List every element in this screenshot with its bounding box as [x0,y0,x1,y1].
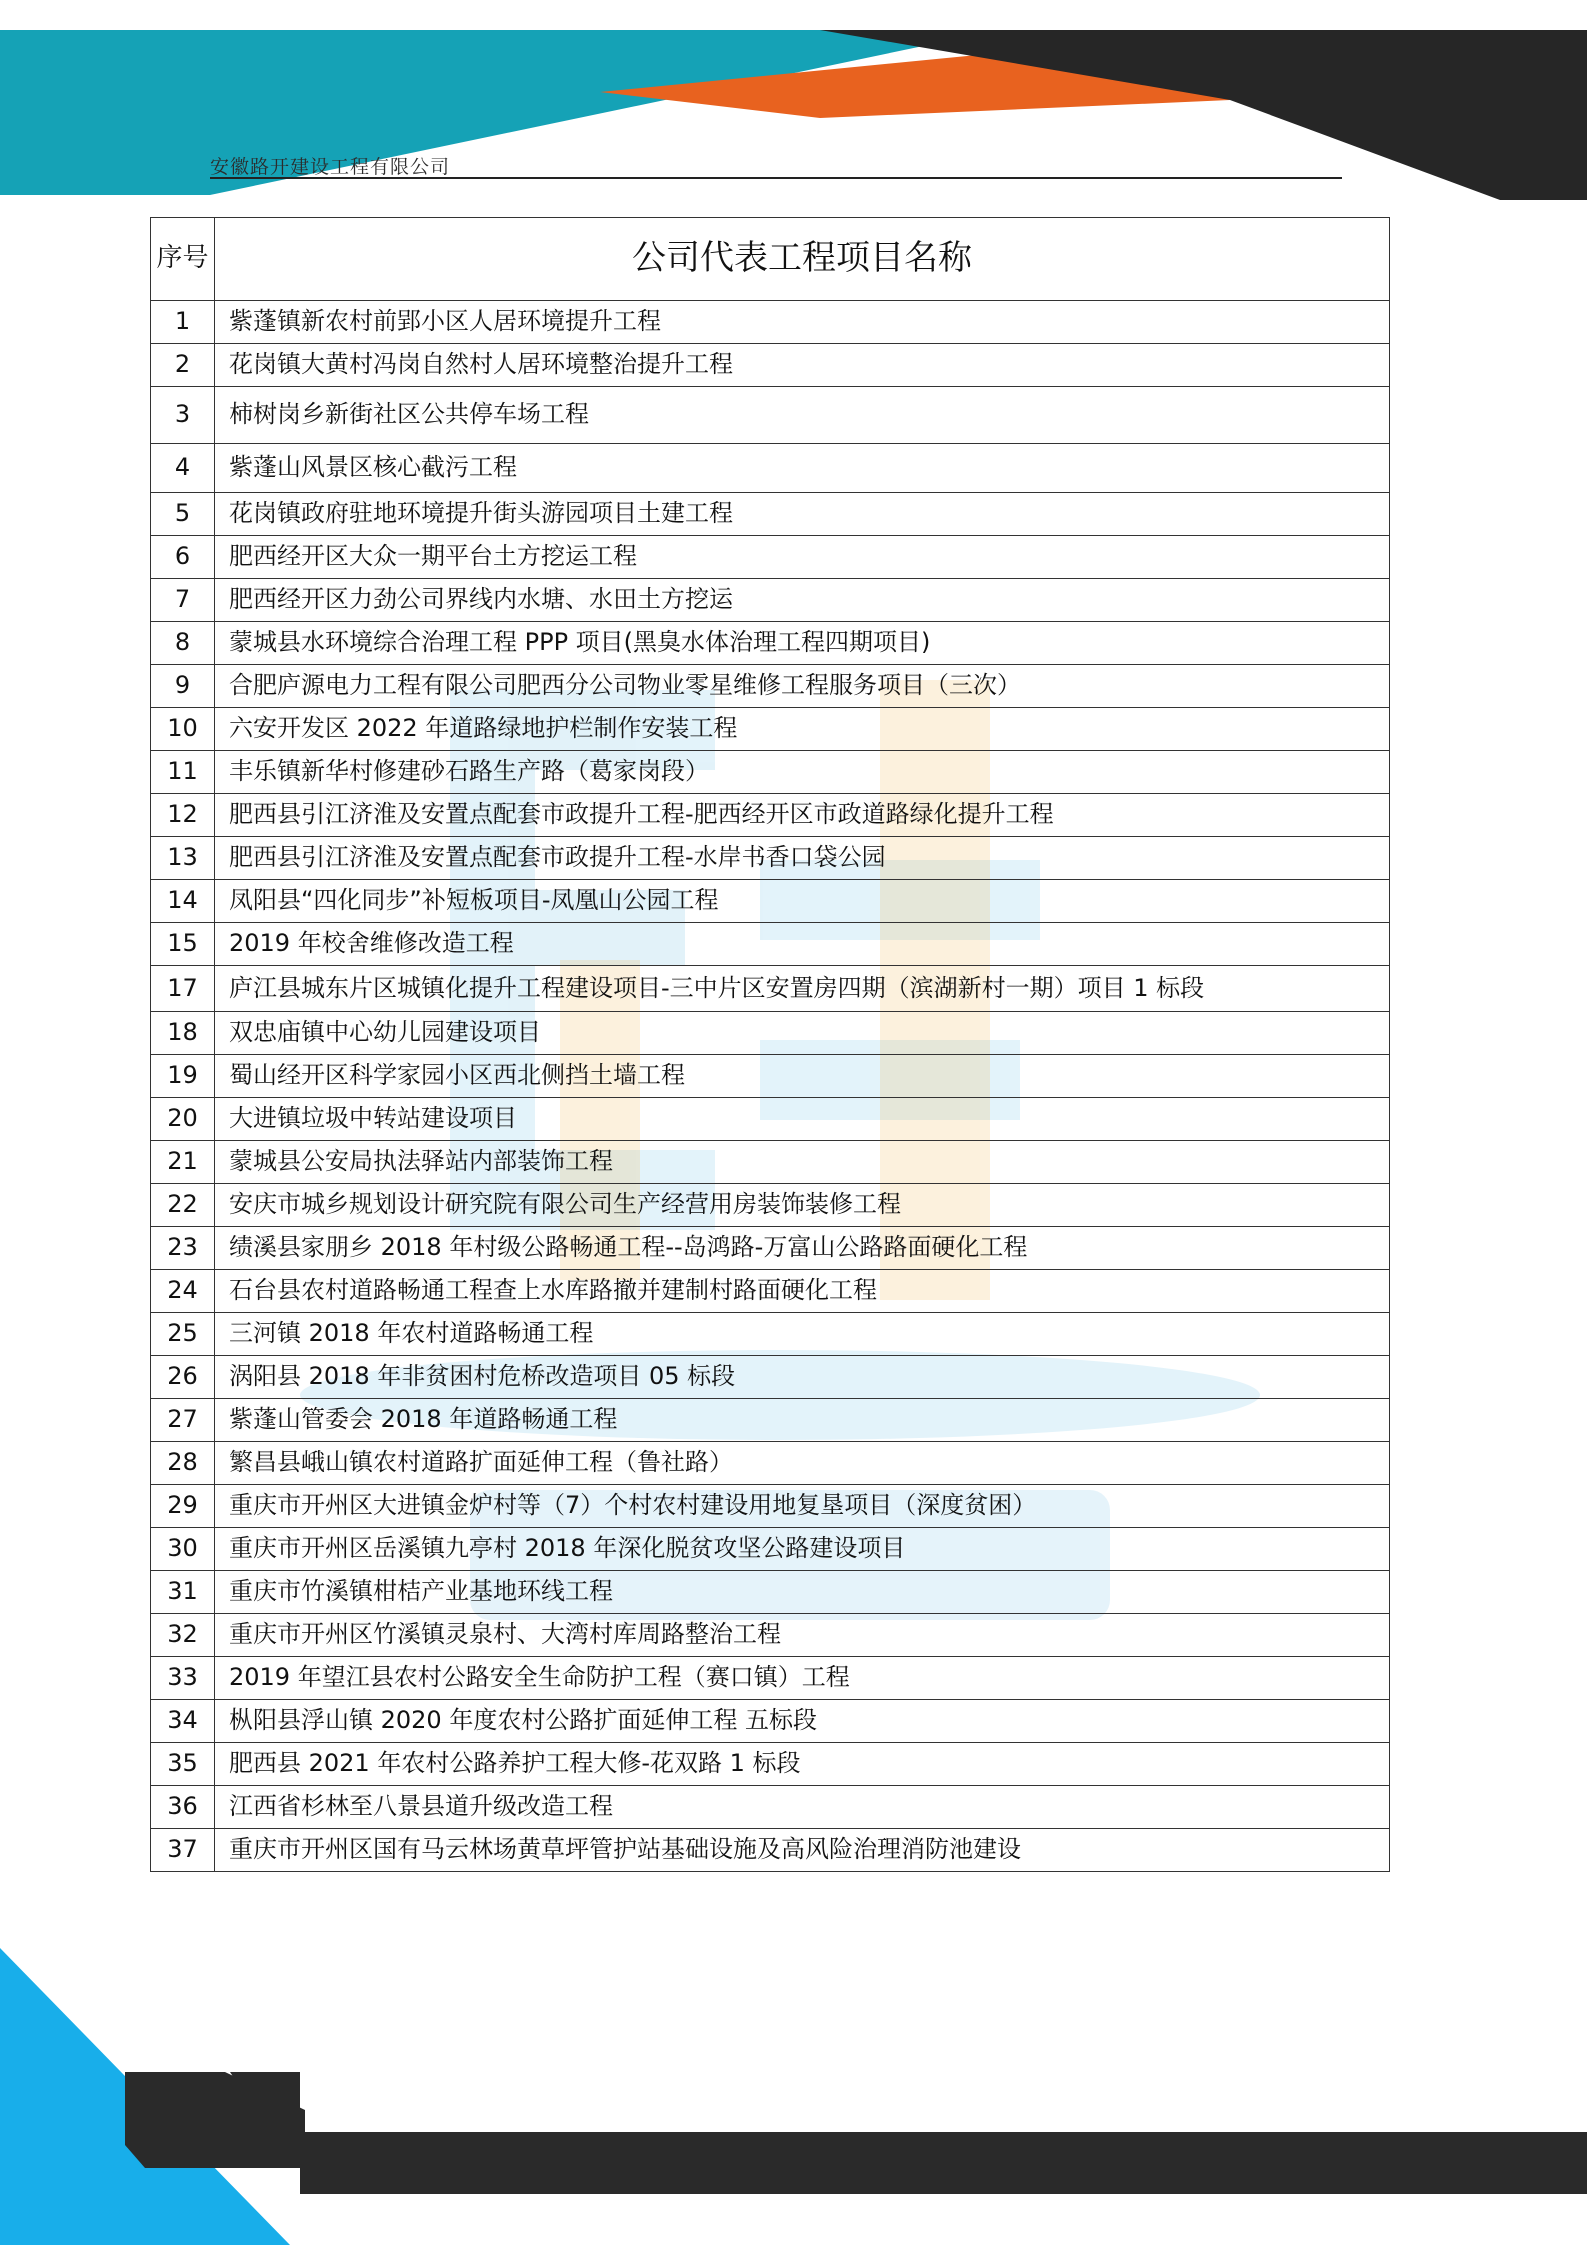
table-row [151,1442,1390,1485]
project-name: 肥西县引江济淮及安置点配套市政提升工程-水岸书香口袋公园 [215,837,1390,880]
header-divider [210,177,1342,179]
projects-table [150,217,1390,1872]
row-number: 15 [151,923,215,966]
project-name: 江西省杉林至八景县道升级改造工程 [215,1786,1390,1829]
table-row [151,665,1390,708]
table-row [151,1055,1390,1098]
row-number: 26 [151,1356,215,1399]
row-number: 5 [151,493,215,536]
project-name: 枞阳县浮山镇 2020 年度农村公路扩面延伸工程 五标段 [215,1700,1390,1743]
project-name: 紫蓬山风景区核心截污工程 [215,444,1390,493]
row-number: 36 [151,1786,215,1829]
project-name: 重庆市开州区岳溪镇九亭村 2018 年深化脱贫攻坚公路建设项目 [215,1528,1390,1571]
table-row [151,1571,1390,1614]
row-number: 22 [151,1184,215,1227]
table-row [151,1227,1390,1270]
row-number: 12 [151,794,215,837]
row-number: 10 [151,708,215,751]
row-number: 33 [151,1657,215,1700]
row-number: 30 [151,1528,215,1571]
project-name: 六安开发区 2022 年道路绿地护栏制作安装工程 [215,708,1390,751]
table-row [151,1399,1390,1442]
table-row [151,1098,1390,1141]
table-row [151,837,1390,880]
table-row [151,301,1390,344]
table-row [151,536,1390,579]
row-number: 3 [151,387,215,444]
table-row [151,387,1390,444]
header-company-name: 安徽路开建设工程有限公司 [210,156,451,178]
table-row [151,493,1390,536]
project-name: 双忠庙镇中心幼儿园建设项目 [215,1012,1390,1055]
project-name: 肥西经开区力劲公司界线内水塘、水田土方挖运 [215,579,1390,622]
table-row [151,708,1390,751]
row-number: 7 [151,579,215,622]
project-name: 大进镇垃圾中转站建设项目 [215,1098,1390,1141]
table-row [151,1141,1390,1184]
project-name: 合肥庐源电力工程有限公司肥西分公司物业零星维修工程服务项目（三次） [215,665,1390,708]
table-row [151,1700,1390,1743]
table-row [151,1485,1390,1528]
table-row [151,1614,1390,1657]
bottom-dark-strip [300,2132,1587,2194]
table-row [151,579,1390,622]
table-row [151,1786,1390,1829]
row-number: 29 [151,1485,215,1528]
row-number: 9 [151,665,215,708]
table-row [151,622,1390,665]
row-number: 20 [151,1098,215,1141]
row-number: 11 [151,751,215,794]
row-number: 17 [151,966,215,1012]
row-number: 8 [151,622,215,665]
row-number: 35 [151,1743,215,1786]
table-row [151,344,1390,387]
table-row [151,880,1390,923]
project-name: 2019 年校舍维修改造工程 [215,923,1390,966]
row-number: 2 [151,344,215,387]
project-name: 重庆市开州区大进镇金炉村等（7）个村农村建设用地复垦项目（深度贫困） [215,1485,1390,1528]
row-number: 13 [151,837,215,880]
table-row [151,751,1390,794]
row-number: 4 [151,444,215,493]
table-body [151,301,1390,1872]
row-number: 21 [151,1141,215,1184]
row-number: 27 [151,1399,215,1442]
row-number: 31 [151,1571,215,1614]
project-name: 重庆市竹溪镇柑桔产业基地环线工程 [215,1571,1390,1614]
row-number: 19 [151,1055,215,1098]
project-name: 繁昌县峨山镇农村道路扩面延伸工程（鲁社路） [215,1442,1390,1485]
table-row [151,1184,1390,1227]
project-name: 紫蓬山管委会 2018 年道路畅通工程 [215,1399,1390,1442]
project-name: 柿树岗乡新街社区公共停车场工程 [215,387,1390,444]
table-row [151,1829,1390,1872]
project-name: 三河镇 2018 年农村道路畅通工程 [215,1313,1390,1356]
table-row [151,1528,1390,1571]
project-name: 绩溪县家朋乡 2018 年村级公路畅通工程--岛鸿路-万富山公路路面硬化工程 [215,1227,1390,1270]
project-name: 蒙城县水环境综合治理工程 PPP 项目(黑臭水体治理工程四期项目) [215,622,1390,665]
row-number: 18 [151,1012,215,1055]
table-row [151,1356,1390,1399]
project-name: 肥西县 2021 年农村公路养护工程大修-花双路 1 标段 [215,1743,1390,1786]
project-name: 2019 年望江县农村公路安全生命防护工程（赛口镇）工程 [215,1657,1390,1700]
column-header-number: 序号 [151,218,215,301]
project-name: 石台县农村道路畅通工程查上水库路撤并建制村路面硬化工程 [215,1270,1390,1313]
project-name: 重庆市开州区国有马云林场黄草坪管护站基础设施及高风险治理消防池建设 [215,1829,1390,1872]
project-name: 安庆市城乡规划设计研究院有限公司生产经营用房装饰装修工程 [215,1184,1390,1227]
table-header-row [151,218,1390,301]
table-row [151,923,1390,966]
row-number: 24 [151,1270,215,1313]
row-number: 28 [151,1442,215,1485]
project-name: 肥西经开区大众一期平台土方挖运工程 [215,536,1390,579]
project-name: 凤阳县“四化同步”补短板项目-凤凰山公园工程 [215,880,1390,923]
project-name: 紫蓬镇新农村前郢小区人居环境提升工程 [215,301,1390,344]
table-row [151,1012,1390,1055]
top-dark-band [820,30,1587,200]
project-name: 花岗镇大黄村冯岗自然村人居环境整治提升工程 [215,344,1390,387]
project-name: 涡阳县 2018 年非贫困村危桥改造项目 05 标段 [215,1356,1390,1399]
project-name: 丰乐镇新华村修建砂石路生产路（葛家岗段） [215,751,1390,794]
row-number: 34 [151,1700,215,1743]
project-name: 庐江县城东片区城镇化提升工程建设项目-三中片区安置房四期（滨湖新村一期）项目 1 标段 [215,966,1390,1012]
table-row [151,444,1390,493]
row-number: 14 [151,880,215,923]
project-name: 蜀山经开区科学家园小区西北侧挡土墙工程 [215,1055,1390,1098]
row-number: 32 [151,1614,215,1657]
project-name: 肥西县引江济淮及安置点配套市政提升工程-肥西经开区市政道路绿化提升工程 [215,794,1390,837]
table-row [151,794,1390,837]
row-number: 23 [151,1227,215,1270]
table-row [151,966,1390,1012]
table-row [151,1270,1390,1313]
table-row [151,1743,1390,1786]
project-name: 花岗镇政府驻地环境提升街头游园项目土建工程 [215,493,1390,536]
table-row [151,1313,1390,1356]
project-name: 蒙城县公安局执法驿站内部装饰工程 [215,1141,1390,1184]
row-number: 37 [151,1829,215,1872]
column-header-project-name: 公司代表工程项目名称 [215,218,1390,301]
row-number: 25 [151,1313,215,1356]
project-name: 重庆市开州区竹溪镇灵泉村、大湾村库周路整治工程 [215,1614,1390,1657]
row-number: 6 [151,536,215,579]
table-row [151,1657,1390,1700]
row-number: 1 [151,301,215,344]
